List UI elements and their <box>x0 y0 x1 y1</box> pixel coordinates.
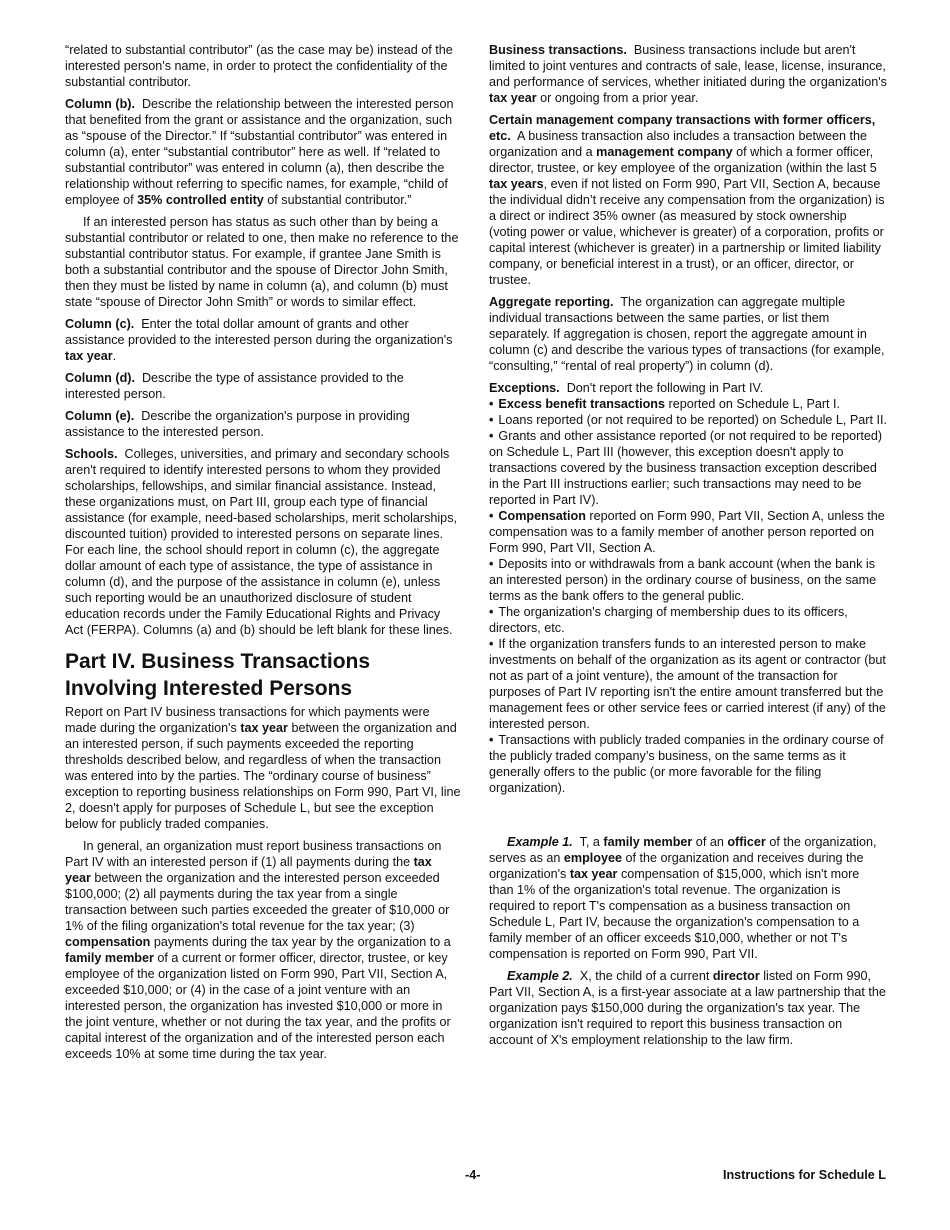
glossary-term: family member <box>65 951 154 965</box>
glossary-term: officer <box>727 835 766 849</box>
paragraph-example-2: Example 2. X, the child of a current director listed on Form 990, Part VII, Section A, is a first-year associate at a law partnership that the organization pays $150,000 during the organization's tax year. The organization isn't required to report this business transaction on account of X's employment relationship to the law firm. <box>489 969 886 1047</box>
page-number: -4- <box>465 1168 481 1182</box>
paragraph-business-transactions: Business transactions. Business transactions include but aren't limited to joint ventures and contracts of sale, lease, license, insurance, and performance of services, whether initiated during the organization's tax year or ongoing from a prior year. <box>489 43 887 105</box>
run-in-heading: Schools. <box>65 447 118 461</box>
paragraph-report: Report on Part IV business transactions for which payments were made during the organization's tax year between the organization and an interested person, if such payments exceeded the reporting thresholds described below, and regardless of when the transaction was entered into by the parties. The “ordinary course of business” exception to reporting business relationships on Form 990, Part VI, line 2, doesn't apply for purposes of Schedule L, but see the exception below for publicly traded companies. <box>65 705 461 831</box>
glossary-term: tax year <box>489 91 537 105</box>
paragraph-column-b: Column (b). Describe the relationship between the interested person that benefited from the grant or assistance and the organization, such as “spouse of the Director.” If “substantial contributor” was entered in column (a), enter “substantial contributor” here as well. If “related to substantial contributor” was entered in column (a), then describe the relationship without referring to specific names, for example, “child of employee of 35% controlled entity of substantial contributor.” <box>65 97 454 207</box>
glossary-term: compensation <box>65 935 151 949</box>
glossary-term: tax year <box>65 349 113 363</box>
glossary-term: tax year <box>240 721 288 735</box>
bullet-icon: • <box>489 429 494 443</box>
run-in-heading: Column (e). <box>65 409 135 423</box>
paragraph-in-general: In general, an organization must report business transactions on Part IV with an interested person if (1) all payments during the tax year between the organization and the interested person exceeded $100,000; (2) all payments during the tax year from a single transaction between such parties exceeded the greater of $10,000 or 1% of the filing organization's total revenue for the tax year; (3) compensation payments during the tax year by the organization to a family member of a current or former officer, director, trustee, or key employee of the organization listed on Form 990, Part VII, Section A, exceeded $10,000; or (4) in the case of a joint venture with an interested person, the organization has invested $10,000 or more in the joint venture, whether or not during the tax year, and the profits or capital interest of the organization and of the interested person each exceeds 10% at some time during the tax year. <box>65 839 451 1061</box>
section-heading-part-iv: Part IV. Business Transactions Involving Interested Persons <box>65 650 371 700</box>
glossary-term: tax years <box>489 177 544 191</box>
run-in-heading: Exceptions. <box>489 381 560 395</box>
example-heading: Example 1. <box>507 835 573 849</box>
exceptions-block <box>489 380 887 796</box>
run-in-heading: Column (d). <box>65 371 135 385</box>
bullet-item: • Grants and other assistance reported (or not required to be reported) on Schedule L, Part III (however, this exception doesn't apply to transactions covered by the business transaction exception described in the Part III instructions earlier; such transactions may need to be reported in Part IV). <box>489 429 883 507</box>
run-in-heading: Certain management company transactions with former officers, etc. <box>489 113 876 143</box>
run-in-heading: Column (c). <box>65 317 135 331</box>
bullet-item: • Loans reported (or not required to be reported) on Schedule L, Part II. <box>489 413 887 427</box>
bullet-item: • Deposits into or withdrawals from a bank account (when the bank is an interested person) in the ordinary course of business, on the same terms as the bank offers to the general public. <box>489 557 877 603</box>
right-column <box>489 42 887 1054</box>
paragraph-example-1: Example 1. T, a family member of an officer of the organization, serves as an employee of the organization and receives during the organization's tax year compensation of $15,000, which isn't more than 1% of the organization's total revenue. The organization is required to report T's compensation as a business transaction on Schedule L, Part IV, because the organization's compensation to a family member of an officer exceeds $10,000, whether or not T's compensation is reported on Form 990, Part VII. <box>489 835 877 961</box>
paragraph-aggregate-reporting: Aggregate reporting. The organization can aggregate multiple individual transactions between the same parties, or list them separately. If aggregation is chosen, report the aggregate amount in column (c) and describe the various types of transactions (for example, “consulting,” “rental of real property”) in column (d). <box>489 295 885 373</box>
document-title: Instructions for Schedule L <box>722 1168 886 1182</box>
paragraph-management-company: Certain management company transactions with former officers, etc. A business transaction also includes a transaction between the organization and a management company of which a former officer, director, trustee, or key employee of the organization (within the last 5 tax years, even if not listed on Form 990, Part VII, Section A, because the individual didn’t receive any compensation from the organization) is a direct or indirect 35% owner (as measured by stock ownership (voting power or value, whichever is greater) of a corporation, profits or capital interest (whichever is greater) in a partnership or limited liability company, or beneficial interest in a trust), or an officer, director, or trustee. <box>489 113 885 287</box>
glossary-term: employee <box>563 851 623 865</box>
bullet-item: • If the organization transfers funds to an interested person to make investments on behalf of the organization as its agent or contractor (but not as part of a joint venture), the amount of the transaction for purposes of Part IV reporting isn't the entire amount transferred but the management fees or other service fees or carried interest (if any) of the interested person. <box>489 637 886 731</box>
paragraph-column-e: Column (e). Describe the organization's purpose in providing assistance to the interested person. <box>65 409 410 439</box>
example-heading: Example 2. <box>507 969 573 983</box>
run-in-heading: Aggregate reporting. <box>489 295 614 309</box>
bullet-icon: • <box>489 509 494 523</box>
glossary-term: family member <box>603 835 693 849</box>
bullet-icon: • <box>489 733 494 747</box>
bullet-item: • Excess benefit transactions reported on Schedule L, Part I. <box>489 397 841 411</box>
glossary-term: tax year <box>65 855 432 885</box>
exceptions-intro: Exceptions. Don't report the following in Part IV. <box>489 381 764 395</box>
glossary-term: tax year <box>569 867 618 881</box>
bullet-icon: • <box>489 637 494 651</box>
bullet-icon: • <box>489 557 494 571</box>
spacer <box>489 802 887 834</box>
bullet-icon: • <box>489 413 494 427</box>
run-in-heading: Column (b). <box>65 97 135 111</box>
paragraph-column-d: Column (d). Describe the type of assistance provided to the interested person. <box>65 371 404 401</box>
bullet-item: • Compensation reported on Form 990, Part VII, Section A, unless the compensation was to a family member of another person reported on Form 990, Part VII, Section A. <box>489 509 885 555</box>
bullet-item: • Transactions with publicly traded companies in the ordinary course of the publicly traded company’s business, on the same terms as it generally offers to the public (or more favorable for the filing organization). <box>489 733 884 795</box>
bullet-item: • The organization's charging of membership dues to its officers, directors, etc. <box>489 605 848 635</box>
paragraph-schools: Schools. Colleges, universities, and primary and secondary schools aren't required to identify interested persons to whom they provided scholarships, fellowships, and similar financial assistance. Instead, these organizations must, on Part III, group each type of financial assistance (for example, need-based scholarships, merit scholarships, discounted tuition) provided to interested persons on separate lines. For each line, the school should report in column (c), the aggregate dollar amount of each type of assistance, the type of assistance in column (d), and the purpose of the assistance in column (e), unless such reporting would be an unauthorized disclosure of student education records under the Family Educational Rights and Privacy Act (FERPA). Columns (a) and (b) should be left blank for these lines. <box>65 447 457 637</box>
glossary-term: director <box>712 969 760 983</box>
bullet-icon: • <box>489 605 494 619</box>
glossary-term: 35% controlled entity <box>137 193 264 207</box>
bullet-icon: • <box>489 397 494 411</box>
paragraph-continuation: “related to substantial contributor” (as the case may be) instead of the interested person's name, in order to protect the confidentiality of the substantial contributor. <box>65 43 453 89</box>
glossary-term: management company <box>596 145 733 159</box>
paragraph-interested-status: If an interested person has status as such other than by being a substantial contributor or related to one, then make no reference to the substantial contributor status. For example, if grantee Jane Smith is both a substantial contributor and the spouse of Director John Smith, then they must be listed by name in column (a), and column (b) must state “spouse of Director John Smith” or words to similar effect. <box>65 215 459 309</box>
run-in-heading: Business transactions. <box>489 43 627 57</box>
left-column <box>65 42 461 1068</box>
paragraph-column-c: Column (c). Enter the total dollar amount of grants and other assistance provided to the interested person during the organization's tax year. <box>65 317 453 363</box>
